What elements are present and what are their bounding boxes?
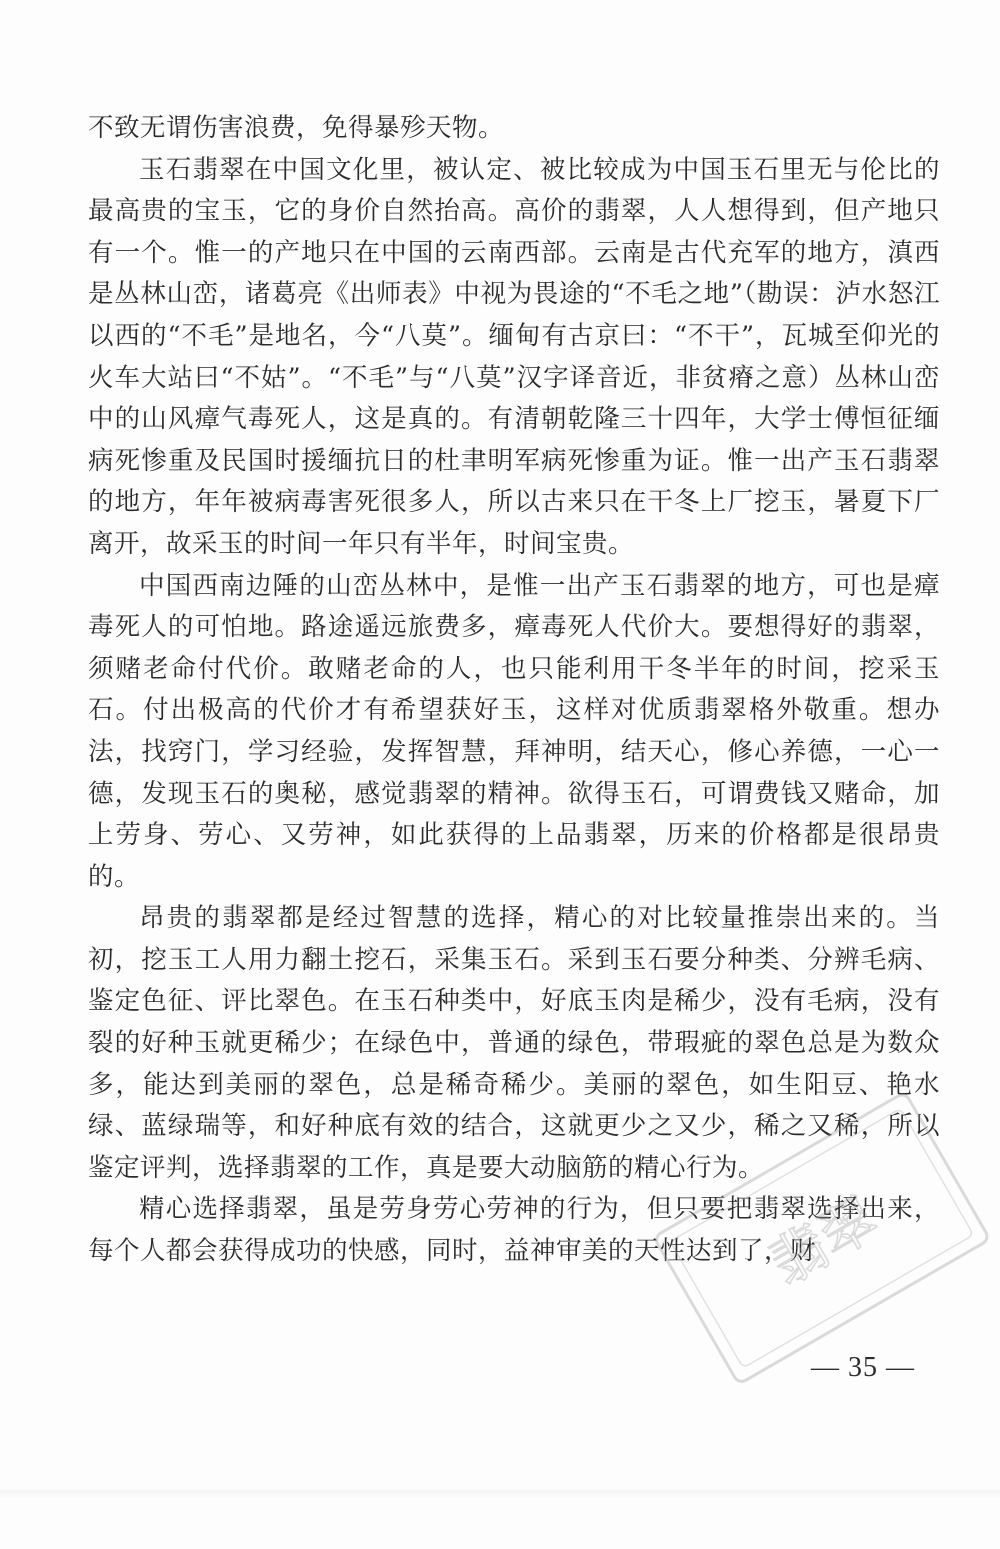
paragraph: 精心选择翡翠，虽是劳身劳心劳神的行为，但只要把翡翠选择出来，每个人都会获得成功的快感，同时，益神审美的天性达到了，财 (88, 1194, 940, 1267)
paragraph: 昂贵的翡翠都是经过智慧的选择，精心的对比较量推崇出来的。当初，挖玉工人用力翻土挖石，采集玉石。采到玉石要分种类、分辨毛病、鉴定色征、评比翠色。在玉石种类中，好底玉肉是稀少，没有毛病，没有裂的好种玉就更稀少；在绿色中，普通的绿色，带瑕疵的翠色总是为数众多，能达到美丽的翠色，总是稀奇稀少。美丽的翠色，如生阳豆、艳水绿、蓝绿瑞等，和好种底有效的结合，这就更少之又少，稀之又稀，所以鉴定评判，选择翡翠的工作，真是要大动脑筋的精心行为。 (88, 903, 940, 1183)
page-bottom-edge (0, 1490, 1000, 1500)
paragraph: 中国西南边陲的山峦丛林中，是惟一出产玉石翡翠的地方，可也是瘴毒死人的可怕地。路途遥远旅费多，瘴毒死人代价大。要想得好的翡翠，须赌老命付代价。敢赌老命的人，也只能利用干冬半年的时间，挖采玉石。付出极高的代价才有希望获好玉，这样对优质翡翠格外敬重。想办法，找窍门，学习经验，发挥智慧，拜神明，结天心，修心养德，一心一德，发现玉石的奥秘，感觉翡翠的精神。欲得玉石，可谓费钱又赌命，加上劳身、劳心、又劳神，如此获得的上品翡翠，历来的价格都是很昂贵的。 (88, 570, 940, 892)
paragraph: 玉石翡翠在中国文化里，被认定、被比较成为中国玉石里无与伦比的最高贵的宝玉，它的身价自然抬高。高价的翡翠，人人想得到，但产地只有一个。惟一的产地只在中国的云南西部。云南是古代充军的地方，滇西是丛林山峦，诸葛亮《出师表》中视为畏途的“不毛之地”（勘误：泸水怒江以西的“不毛”是地名，今“八莫”。缅甸有古京曰：“不干”，瓦城至仰光的火车大站曰“不姑”。“不毛”与“八莫”汉字译音近，非贫瘠之意）丛林山峦中的山风瘴气毒死人，这是真的。有清朝乾隆三十四年，大学士傅恒征缅病死惨重及民国时援缅抗日的杜聿明军病死惨重为证。惟一出产玉石翡翠的地方，年年被病毒害死很多人，所以古来只在干冬上厂挖玉，暑夏下厂离开，故采玉的时间一年只有半年，时间宝贵。 (88, 154, 940, 559)
watermark-text: 翡翠 (759, 1185, 889, 1299)
paragraph-continued: 不致无谓伤害浪费，免得暴殄天物。 (88, 113, 505, 143)
page-number: — 35 — (811, 1352, 915, 1383)
